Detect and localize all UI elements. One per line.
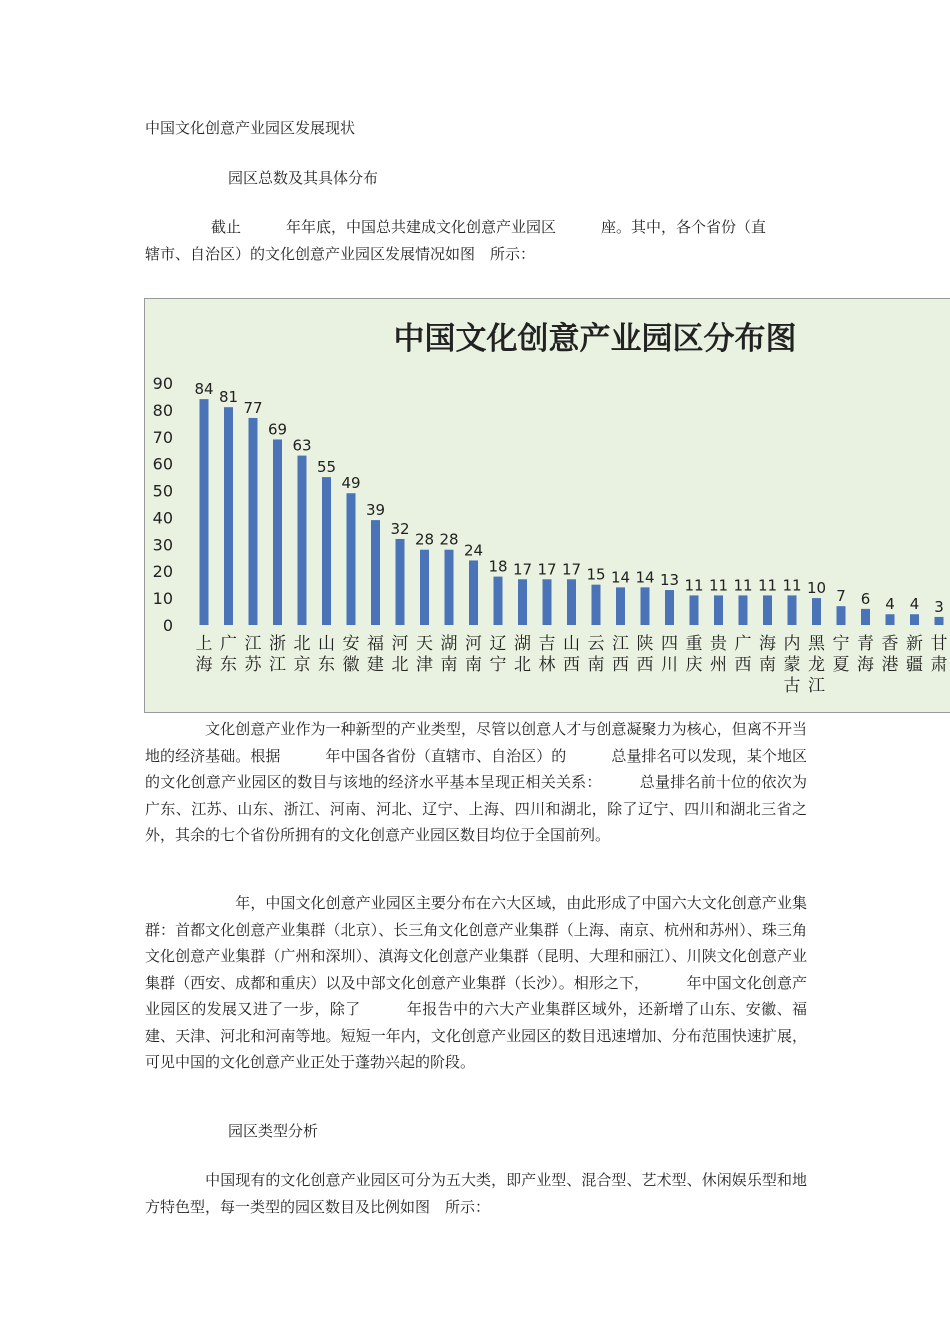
x-category-label: 海 xyxy=(759,634,776,654)
x-category-label: 西 xyxy=(563,655,580,675)
bar xyxy=(886,614,895,625)
x-category-label: 北 xyxy=(293,634,311,654)
bar-value-label: 49 xyxy=(341,474,361,493)
x-category-label: 新 xyxy=(906,634,923,654)
paragraph-3 xyxy=(145,1167,807,1220)
bar-value-label: 11 xyxy=(684,576,704,595)
x-category-label: 山 xyxy=(563,634,580,654)
x-category-label: 川 xyxy=(661,655,678,675)
bar-value-label: 14 xyxy=(635,568,655,587)
bar xyxy=(445,550,454,625)
y-tick-label: 20 xyxy=(152,562,173,582)
bar-chart xyxy=(145,299,950,714)
bar xyxy=(592,585,601,625)
x-category-label: 蒙 xyxy=(783,655,801,675)
x-category-label: 宁 xyxy=(832,634,850,654)
x-category-label: 古 xyxy=(783,676,801,696)
x-category-label: 重 xyxy=(685,634,703,654)
intro-line-2: 辖市、自治区）的文化创意产业园区发展情况如图 所示： xyxy=(145,245,536,263)
x-category-label: 陕 xyxy=(636,634,654,654)
x-category-label: 广 xyxy=(734,634,752,654)
x-category-label: 肃 xyxy=(930,655,948,675)
bar xyxy=(224,407,233,625)
bar xyxy=(322,477,331,625)
bar-value-label: 28 xyxy=(439,530,459,549)
x-category-label: 香 xyxy=(881,634,899,654)
bar xyxy=(665,590,674,625)
bar xyxy=(812,598,821,625)
x-category-label: 云 xyxy=(587,634,605,654)
x-category-label: 南 xyxy=(440,655,458,675)
x-category-label: 湖 xyxy=(440,634,458,654)
x-category-label: 庆 xyxy=(685,655,703,675)
x-category-label: 东 xyxy=(220,655,237,675)
bar xyxy=(249,418,258,625)
x-category-label: 西 xyxy=(612,655,629,675)
x-category-label: 宁 xyxy=(489,655,507,675)
bar xyxy=(518,579,527,625)
bar-value-label: 55 xyxy=(316,458,337,477)
section1-heading: 园区总数及其具体分布 xyxy=(228,169,379,187)
bar xyxy=(935,617,944,625)
bar-value-label: 11 xyxy=(757,576,778,595)
bar xyxy=(641,587,650,625)
x-category-label: 海 xyxy=(857,655,874,675)
y-tick-label: 80 xyxy=(152,400,173,420)
x-category-label: 江 xyxy=(808,676,825,696)
x-category-label: 浙 xyxy=(269,634,286,654)
bar-value-label: 18 xyxy=(488,557,508,576)
x-category-label: 山 xyxy=(318,634,335,654)
intro-line-1: 截止 年年底，中国总共建成文化创意产业园区 座。其中，各个省份（直 xyxy=(211,218,767,236)
x-category-label: 港 xyxy=(881,655,899,675)
x-category-label: 黑 xyxy=(808,634,825,654)
doc-title: 中国文化创意产业园区发展现状 xyxy=(145,119,356,137)
x-category-label: 辽 xyxy=(489,634,507,654)
paragraph-2 xyxy=(145,890,807,1076)
bar-value-label: 15 xyxy=(586,565,606,584)
bar-value-label: 69 xyxy=(267,420,288,439)
bar-value-label: 11 xyxy=(733,576,753,595)
bar-value-label: 24 xyxy=(463,541,484,560)
bar xyxy=(739,595,748,625)
bar xyxy=(910,614,919,625)
x-category-label: 河 xyxy=(465,634,482,654)
x-category-label: 湖 xyxy=(514,634,531,654)
bar-value-label: 39 xyxy=(365,501,386,520)
x-category-label: 北 xyxy=(514,655,531,675)
x-category-label: 江 xyxy=(612,634,629,654)
x-category-label: 北 xyxy=(391,655,409,675)
x-category-label: 京 xyxy=(293,655,311,675)
bar xyxy=(567,579,576,625)
x-category-label: 南 xyxy=(759,655,776,675)
bar-value-label: 4 xyxy=(909,595,920,614)
bar xyxy=(298,456,307,625)
bar-value-label: 10 xyxy=(806,579,827,598)
bar-value-label: 28 xyxy=(414,530,435,549)
bar xyxy=(494,577,503,625)
bar-value-label: 3 xyxy=(934,597,944,616)
x-category-label: 州 xyxy=(710,655,727,675)
bar-value-label: 13 xyxy=(659,571,680,590)
bar xyxy=(200,399,209,625)
x-category-label: 林 xyxy=(538,655,556,675)
paragraph-1-text: 文化创意产业作为一种新型的产业类型，尽管以创意人才与创意凝聚力为核心，但离不开当地的经济基础。根据 年中国各省份（直辖市、自治区）的 总量排名可以发现，某个地区的文化创意产业园区的数目与该地的经济水平基本呈现正相关关系： 总量排名前十位的依次为广东、江苏、山东、浙江、河南、河北、辽宁、上海、四川和湖北，除了辽宁、四川和湖北三省之外，其余的七个省份所拥有的文化创意产业园区数目均位于全国前列。 xyxy=(145,720,807,844)
x-category-label: 江 xyxy=(244,634,262,654)
bar xyxy=(469,560,478,625)
bar-value-label: 11 xyxy=(782,576,802,595)
paragraph-3-text: 中国现有的文化创意产业园区可分为五大类，即产业型、混合型、艺术型、休闲娱乐型和地方特色型，每一类型的园区数目及比例如图 所示： xyxy=(145,1171,807,1216)
y-tick-label: 50 xyxy=(152,481,173,501)
x-category-label: 龙 xyxy=(808,655,825,675)
chart-container xyxy=(144,298,950,713)
x-category-label: 夏 xyxy=(832,655,850,675)
bar-value-label: 6 xyxy=(860,589,871,608)
bar-value-label: 14 xyxy=(610,568,631,587)
x-category-label: 东 xyxy=(318,655,335,675)
bar xyxy=(616,587,625,625)
x-category-label: 内 xyxy=(783,634,801,654)
y-tick-label: 30 xyxy=(152,535,173,555)
x-category-label: 贵 xyxy=(710,634,727,654)
x-category-label: 福 xyxy=(367,634,384,654)
x-category-label: 河 xyxy=(391,634,409,654)
bar xyxy=(690,595,699,625)
bar xyxy=(837,606,846,625)
bar-value-label: 63 xyxy=(292,436,312,455)
x-category-label: 青 xyxy=(857,634,874,654)
x-category-label: 西 xyxy=(734,655,752,675)
section2-heading: 园区类型分析 xyxy=(228,1122,319,1140)
bar-value-label: 17 xyxy=(537,560,557,579)
x-category-label: 南 xyxy=(465,655,482,675)
bar-value-label: 4 xyxy=(885,595,895,614)
bar xyxy=(714,595,723,625)
paragraph-2-text: 年，中国文化创意产业园区主要分布在六大区域，由此形成了中国六大文化创意产业集群：首都文化创意产业集群（北京）、长三角文化创意产业集群（上海、南京、杭州和苏州）、珠三角文化创意产业集群（广州和深圳）、滇海文化创意产业集群（昆明、大理和丽江）、川陕文化创意产业集群（西安、成都和重庆）以及中部文化创意产业集群（长沙）。相形之下， 年中国文化创意产业园区的发展又进了一步，除了 年报告中的六大产业集群区域外，还新增了山东、安徽、福建、天津、河北和河南等地。短短一年内，文化创意产业园区的数目迅速增加、分布范围快速扩展，可见中国的文化创意产业正处于蓬勃兴起的阶段。 xyxy=(145,894,807,1071)
x-category-label: 上 xyxy=(195,634,213,654)
chart-title: 中国文化创意产业园区分布图 xyxy=(393,321,797,357)
x-category-label: 天 xyxy=(416,634,433,654)
x-category-label: 吉 xyxy=(538,634,556,654)
x-category-label: 甘 xyxy=(930,634,948,654)
bar-value-label: 17 xyxy=(512,560,533,579)
x-category-label: 建 xyxy=(367,655,384,675)
bar-value-label: 77 xyxy=(243,398,263,417)
bar-value-label: 32 xyxy=(390,519,410,538)
paragraph-1 xyxy=(145,716,807,849)
x-category-label: 西 xyxy=(636,655,654,675)
bar xyxy=(763,595,772,625)
x-category-label: 徽 xyxy=(342,655,360,675)
bar-value-label: 17 xyxy=(561,560,582,579)
x-category-label: 海 xyxy=(195,655,213,675)
bar xyxy=(543,579,552,625)
bar-value-label: 81 xyxy=(218,388,239,407)
bar-value-label: 84 xyxy=(194,380,214,399)
x-category-label: 江 xyxy=(269,655,286,675)
bar xyxy=(396,539,405,625)
x-category-label: 广 xyxy=(220,634,237,654)
bar-value-label: 11 xyxy=(708,576,729,595)
bar xyxy=(371,520,380,625)
x-category-label: 四 xyxy=(661,634,678,654)
x-category-label: 苏 xyxy=(244,655,262,675)
y-tick-label: 0 xyxy=(162,616,173,635)
y-tick-label: 10 xyxy=(152,589,173,609)
x-category-label: 疆 xyxy=(906,655,923,675)
y-tick-label: 60 xyxy=(152,454,173,474)
bar xyxy=(788,595,797,625)
bar xyxy=(861,609,870,625)
y-tick-label: 70 xyxy=(152,427,173,447)
bar xyxy=(347,493,356,625)
x-category-label: 安 xyxy=(342,634,360,654)
y-tick-label: 90 xyxy=(152,374,173,393)
bar-value-label: 7 xyxy=(836,587,846,606)
x-category-label: 津 xyxy=(416,655,433,675)
bar xyxy=(420,550,429,625)
bar xyxy=(273,439,282,625)
x-category-label: 南 xyxy=(587,655,605,675)
y-tick-label: 40 xyxy=(152,508,173,528)
